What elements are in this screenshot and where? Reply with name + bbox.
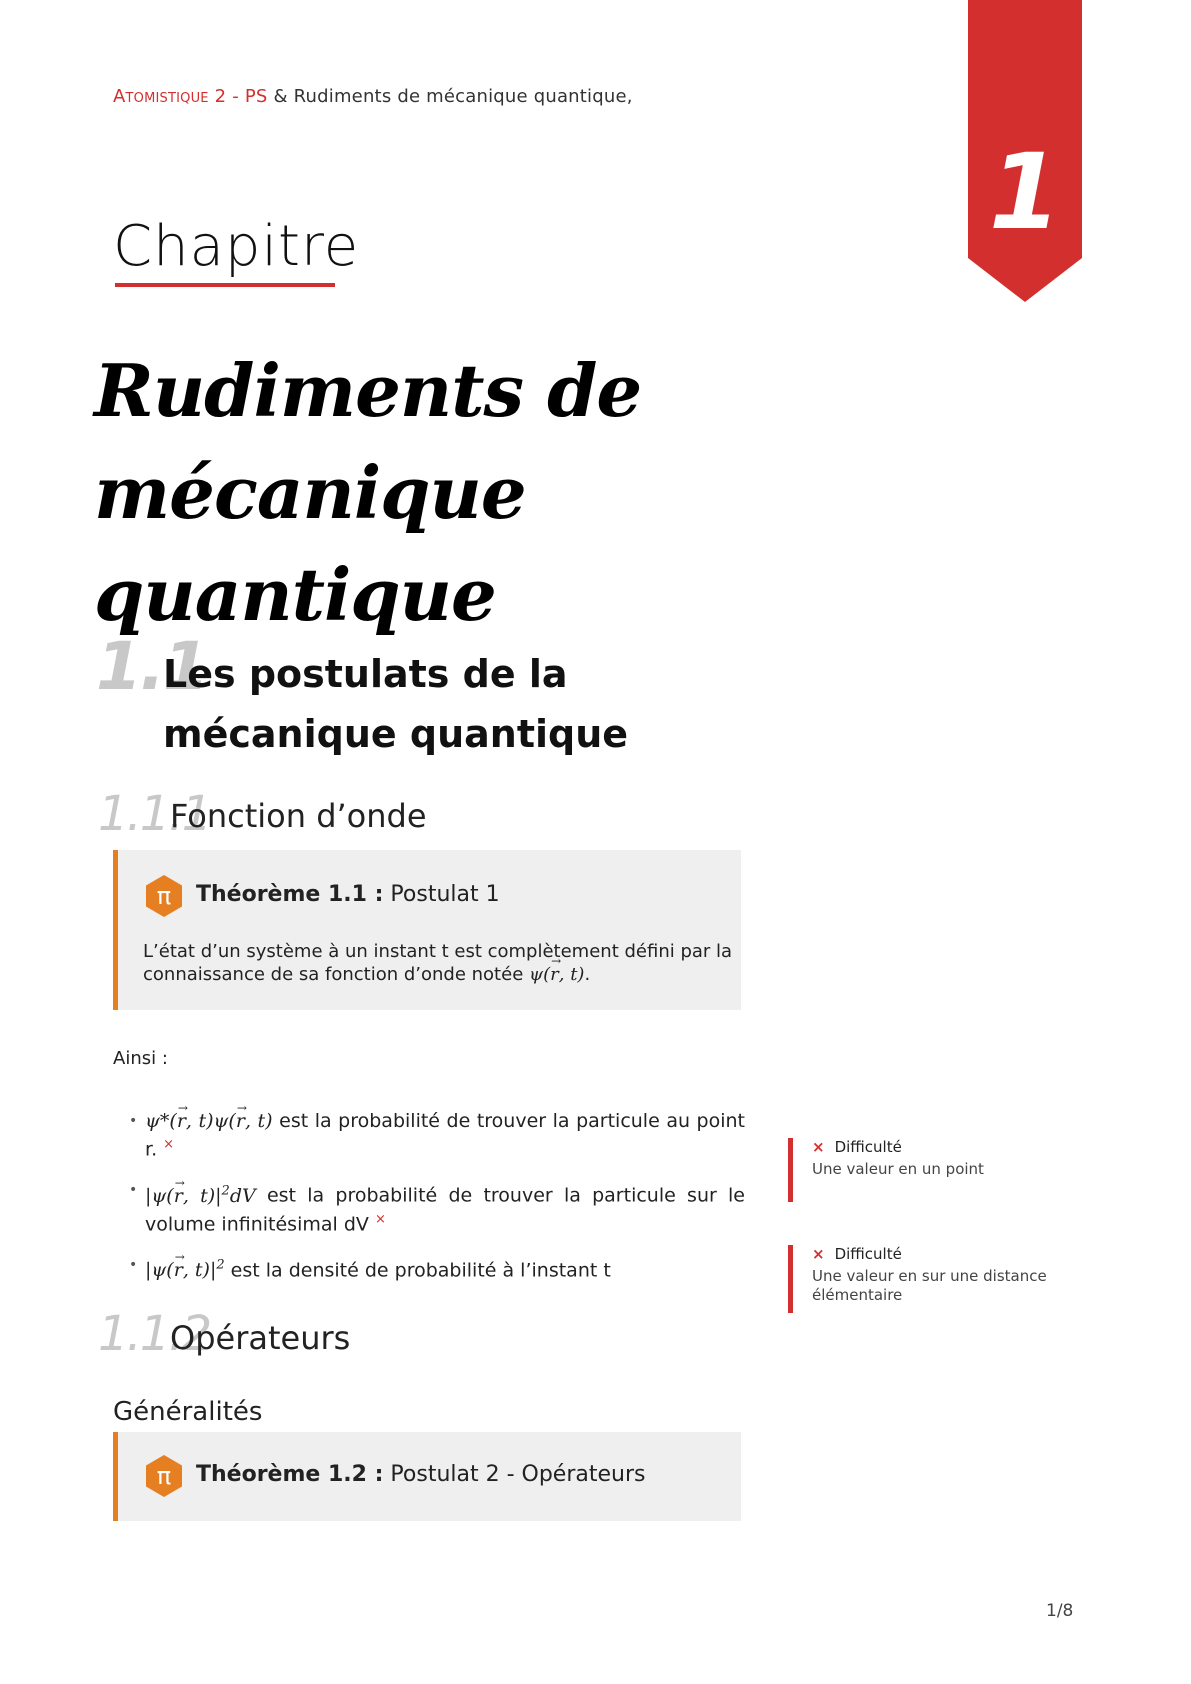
formula-part: , t)	[244, 1110, 273, 1132]
pi-icon	[144, 1454, 184, 1498]
list-item	[145, 1179, 745, 1236]
running-head-chapter: & Rudiments de mécanique quantique,	[267, 86, 633, 107]
formula-exponent: 2	[221, 1183, 230, 1199]
chapter-title: Rudiments de mécanique quantique	[94, 348, 642, 637]
theorem-1-period: .	[584, 964, 591, 985]
note-text: Une valeur en un point	[812, 1160, 984, 1178]
difficulty-mark-icon: ×	[163, 1137, 175, 1152]
formula-part: ψ*(	[145, 1110, 177, 1132]
theorem-2-heading	[196, 1462, 645, 1487]
formula-exponent: 2	[216, 1257, 225, 1273]
generalites-heading: Généralités	[113, 1397, 263, 1427]
section-number: 1.1	[96, 628, 207, 705]
list-item	[145, 1110, 745, 1161]
formula-part: , t)|	[182, 1184, 222, 1207]
chapter-number: 1	[988, 131, 1062, 253]
cross-icon: ×	[812, 1245, 825, 1263]
chapter-label-underline	[115, 283, 335, 287]
note-text: Une valeur en sur une distance élémentaire	[812, 1267, 1047, 1304]
formula-part: ψ(	[529, 964, 551, 985]
theorem-1-text: L’état d’un système à un instant t est complètement défini par la connaissance de sa fonction d’onde notée	[143, 941, 733, 985]
formula	[145, 1259, 225, 1281]
note-title-text: Difficulté	[834, 1138, 902, 1156]
difficulty-mark-icon: ×	[374, 1211, 386, 1227]
formula-part: , t)	[558, 964, 585, 985]
vector-r: → r	[174, 1185, 183, 1208]
vector-r: → r	[174, 1259, 183, 1282]
svg-text:π: π	[156, 1462, 172, 1490]
running-head-course: Atomistique 2 - PS	[113, 86, 268, 107]
list-item-text: est la probabilité de trouver la particule au point r.	[145, 1110, 745, 1161]
note-title	[812, 1138, 1058, 1156]
ainsi-label: Ainsi :	[113, 1048, 168, 1069]
theorem-1-name: Postulat 1	[383, 882, 500, 907]
formula	[145, 1110, 273, 1132]
list-item	[145, 1254, 745, 1282]
theorem-2-label: Théorème 1.2 :	[196, 1462, 384, 1487]
list-item-text: est la densité de probabilité à l’instant t	[224, 1259, 611, 1282]
formula-part: , t)ψ(	[185, 1110, 236, 1132]
cross-icon: ×	[812, 1138, 825, 1156]
theorem-1-formula	[529, 964, 584, 985]
page-number: 1/8	[1046, 1601, 1074, 1621]
subsection-2-title: Opérateurs	[170, 1319, 351, 1357]
subsection-1-number: 1.1.1	[98, 786, 211, 842]
section-title: Les postulats de la mécanique quantique	[163, 652, 629, 756]
chapter-label: Chapitre	[113, 214, 360, 279]
running-head	[113, 86, 633, 107]
margin-note-difficulty-1	[788, 1138, 1058, 1202]
margin-note-difficulty-2	[788, 1245, 1058, 1313]
formula-part: |ψ(	[145, 1184, 174, 1207]
vector-r: → r	[177, 1110, 186, 1133]
note-title-text: Difficulté	[834, 1245, 902, 1263]
theorem-1-label: Théorème 1.1 :	[196, 882, 384, 907]
formula	[145, 1185, 256, 1207]
vector-r: → r	[236, 1110, 245, 1133]
formula-part: |ψ(	[145, 1259, 174, 1282]
svg-text:π: π	[156, 882, 172, 910]
theorem-1-box	[113, 850, 741, 1010]
theorem-1-heading	[196, 882, 500, 907]
note-title	[812, 1245, 1058, 1263]
formula-part: , t)|	[182, 1259, 217, 1282]
vector-r: → r	[550, 963, 559, 986]
bullet-list	[145, 1110, 745, 1300]
pi-icon	[144, 874, 184, 918]
list-item-text: est la probabilité de trouver la particule sur le volume infinitésimal dV	[145, 1184, 746, 1235]
formula-part: dV	[229, 1184, 256, 1207]
theorem-2-name: Postulat 2 - Opérateurs	[383, 1462, 646, 1487]
subsection-2-number: 1.1.2	[98, 1306, 211, 1362]
theorem-1-body	[143, 940, 733, 986]
subsection-1-title: Fonction d’onde	[170, 797, 427, 835]
theorem-2-box	[113, 1432, 741, 1521]
